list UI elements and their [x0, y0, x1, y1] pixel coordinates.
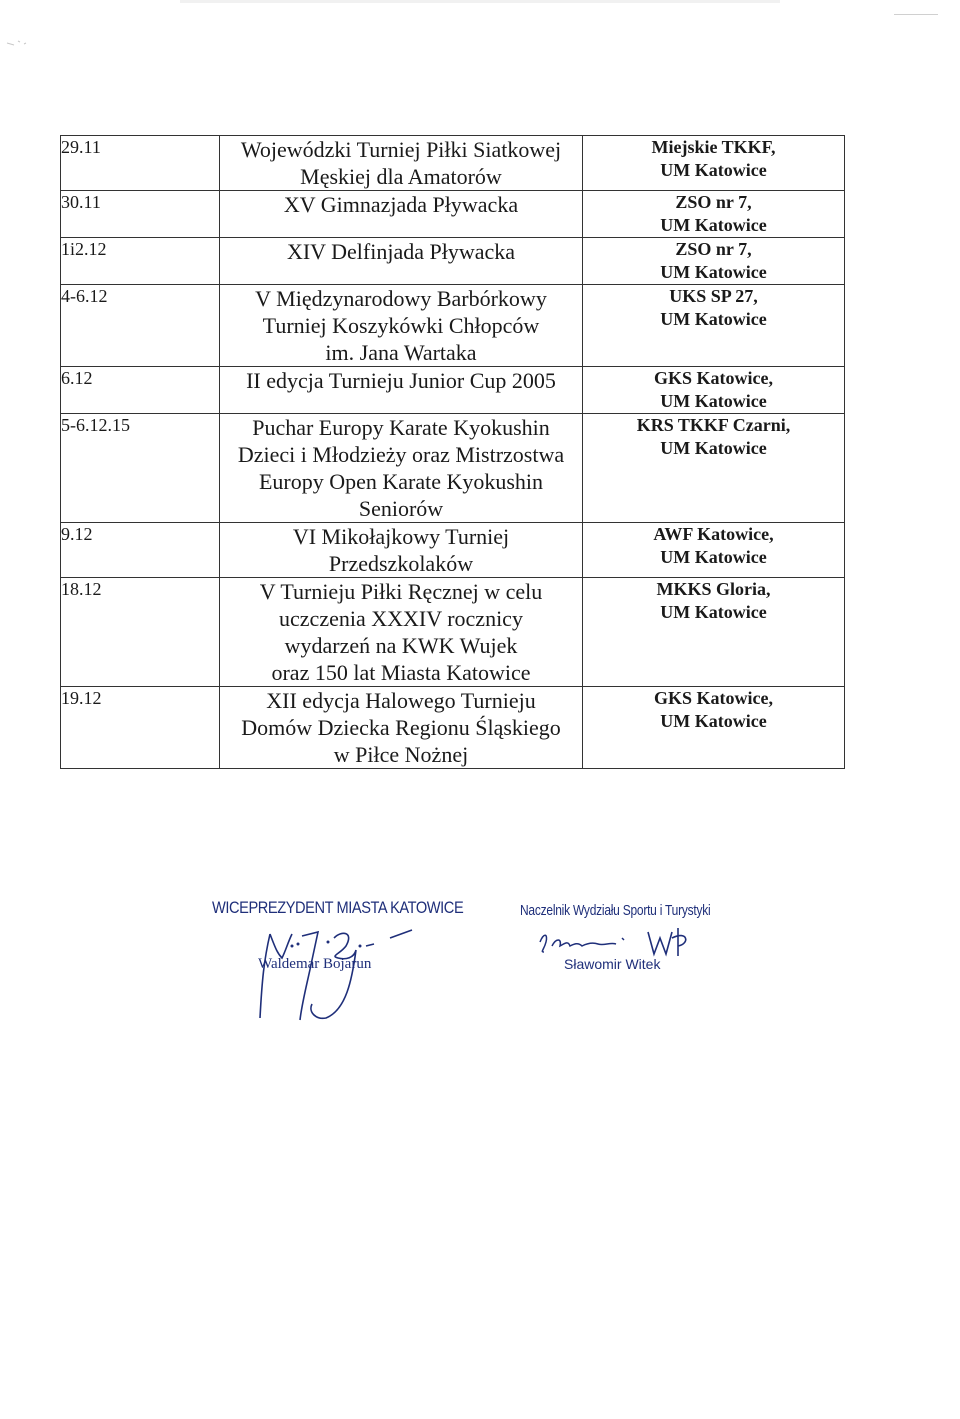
- event-name-line: VI Mikołajkowy Turniej: [292, 524, 510, 549]
- event-row: [61, 285, 845, 367]
- organizer-line: ZSO nr 7,: [675, 192, 752, 212]
- event-date: 6.12: [61, 367, 220, 414]
- organizer-line: UM Katowice: [660, 391, 767, 411]
- event-organizer: [583, 285, 845, 367]
- organizer-line: UM Katowice: [660, 438, 767, 458]
- event-name-line: Męskiej dla Amatorów: [300, 164, 502, 189]
- event-name-line: im. Jana Wartaka: [325, 340, 477, 365]
- event-row: [61, 578, 845, 687]
- event-name-line: V Turnieju Piłki Ręcznej w celu: [259, 579, 543, 604]
- organizer-line: UM Katowice: [660, 215, 767, 235]
- events-body: [61, 136, 845, 769]
- organizer-line: UM Katowice: [660, 309, 767, 329]
- stamp-title: WICEPREZYDENT MIASTA KATOWICE: [212, 898, 464, 917]
- organizer-line: UM Katowice: [660, 160, 767, 180]
- event-name-line: uczczenia XXXIV rocznicy: [279, 606, 523, 631]
- organizer-line: UM Katowice: [660, 262, 767, 282]
- event-name: [220, 687, 583, 769]
- event-row: [61, 136, 845, 191]
- event-organizer: [583, 523, 845, 578]
- organizer-line: UM Katowice: [660, 547, 767, 567]
- event-name: [220, 285, 583, 367]
- event-name-line: Przedszkolaków: [328, 551, 474, 576]
- event-date: 18.12: [61, 578, 220, 687]
- event-row: [61, 414, 845, 523]
- event-organizer: [583, 136, 845, 191]
- event-organizer: [583, 578, 845, 687]
- event-organizer: [583, 191, 845, 238]
- scan-speck: [6, 38, 28, 48]
- event-name-line: XIV Delfinjada Pływacka: [286, 239, 516, 264]
- stamp-title: Naczelnik Wydziału Sportu i Turystyki: [520, 902, 711, 919]
- organizer-line: ZSO nr 7,: [675, 239, 752, 259]
- event-row: [61, 367, 845, 414]
- organizer-line: UM Katowice: [660, 711, 767, 731]
- event-date: 19.12: [61, 687, 220, 769]
- signature-block-vice-president: [212, 898, 472, 1028]
- event-name: [220, 523, 583, 578]
- handwritten-signature: [242, 920, 442, 1030]
- organizer-line: UKS SP 27,: [669, 286, 758, 306]
- event-name-line: Europy Open Karate Kyokushin: [258, 469, 544, 494]
- event-date: 9.12: [61, 523, 220, 578]
- event-organizer: [583, 367, 845, 414]
- organizer-line: KRS TKKF Czarni,: [636, 415, 791, 435]
- organizer-line: GKS Katowice,: [654, 368, 773, 388]
- event-name-line: oraz 150 lat Miasta Katowice: [271, 660, 531, 685]
- organizer-line: UM Katowice: [660, 602, 767, 622]
- event-row: [61, 687, 845, 769]
- event-name: [220, 578, 583, 687]
- signatory-name: Sławomir Witek: [564, 956, 661, 972]
- signature-block-department-head: [520, 902, 780, 992]
- organizer-line: GKS Katowice,: [654, 688, 773, 708]
- event-date: 4-6.12: [61, 285, 220, 367]
- event-row: [61, 238, 845, 285]
- event-name-line: Wojewódzki Turniej Piłki Siatkowej: [240, 137, 562, 162]
- event-organizer: [583, 414, 845, 523]
- event-date: 5-6.12.15: [61, 414, 220, 523]
- event-name-line: Dzieci i Młodzieży oraz Mistrzostwa: [237, 442, 565, 467]
- event-name-line: XV Gimnazjada Pływacka: [283, 192, 519, 217]
- event-date: 30.11: [61, 191, 220, 238]
- event-name-line: Seniorów: [358, 496, 444, 521]
- event-name-line: XII edycja Halowego Turnieju: [266, 688, 536, 713]
- signatory-name: Waldemar Bojarun: [258, 956, 372, 972]
- event-name-line: II edycja Turnieju Junior Cup 2005: [246, 368, 556, 393]
- event-date: 29.11: [61, 136, 220, 191]
- event-date: 1i2.12: [61, 238, 220, 285]
- event-name: [220, 414, 583, 523]
- event-name-line: Domów Dziecka Regionu Śląskiego: [241, 715, 561, 740]
- event-name-line: wydarzeń na KWK Wujek: [284, 633, 518, 658]
- organizer-line: AWF Katowice,: [653, 524, 774, 544]
- event-row: [61, 191, 845, 238]
- event-organizer: [583, 238, 845, 285]
- event-organizer: [583, 687, 845, 769]
- scan-mark: [894, 14, 938, 15]
- event-name-line: w Piłce Nożnej: [333, 742, 469, 767]
- scan-artifact: [180, 0, 780, 3]
- event-name: [220, 367, 583, 414]
- organizer-line: Miejskie TKKF,: [651, 137, 776, 157]
- event-name: [220, 136, 583, 191]
- event-name: [220, 191, 583, 238]
- event-name-line: Turniej Koszykówki Chłopców: [262, 313, 540, 338]
- event-row: [61, 523, 845, 578]
- events-table: [60, 135, 845, 769]
- event-name-line: V Międzynarodowy Barbórkowy: [255, 286, 547, 311]
- organizer-line: MKKS Gloria,: [656, 579, 771, 599]
- event-name-line: Puchar Europy Karate Kyokushin: [252, 415, 550, 440]
- event-name: [220, 238, 583, 285]
